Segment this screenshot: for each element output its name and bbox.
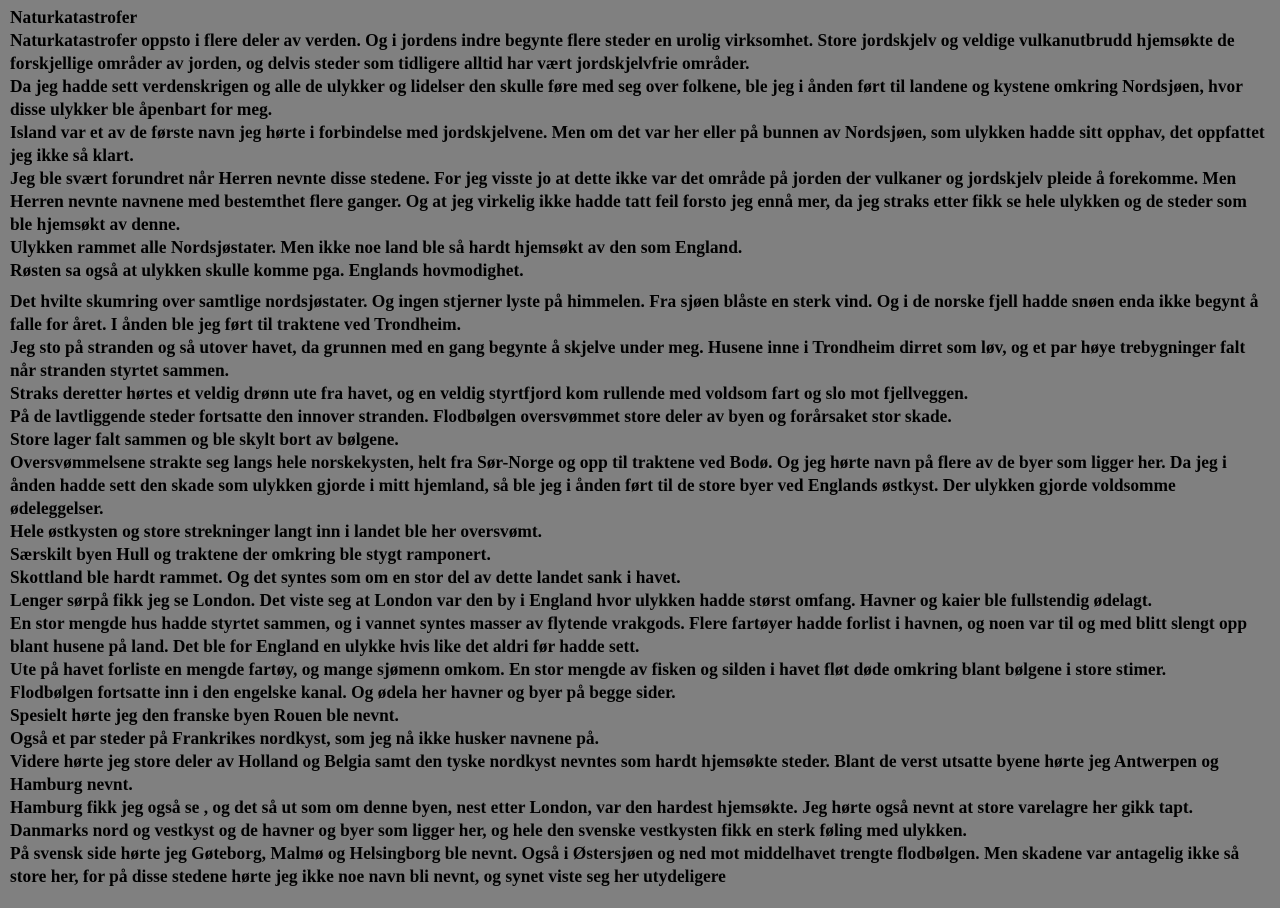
paragraph: Straks deretter hørtes et veldig drønn ute fra havet, og en veldig styrtfjord kom rullende med voldsom fart og slo mot fjellveggen. bbox=[10, 383, 969, 403]
paragraph: Videre hørte jeg store deler av Holland og Belgia samt den tyske nordkyst nevntes som hardt hjemsøkte steder. Blant de verst utsatte byene hørte jeg Antwerpen og Hamburg nevnt. bbox=[10, 751, 1219, 794]
paragraph: Hele østkysten og store strekninger langt inn i landet ble her oversvømt. bbox=[10, 521, 543, 541]
paragraph: Store lager falt sammen og ble skylt bort av bølgene. bbox=[10, 429, 399, 449]
paragraph: Jeg ble svært forundret når Herren nevnte disse stedene. For jeg visste jo at dette ikke var det område på jorden der vulkaner og jordskjelv pleide å forekomme. Men Herren nevnte navnene med bestemthet flere ganger. Og at jeg virkelig ikke hadde tatt feil forsto jeg ennå mer, da jeg straks etter fikk se hele ulykken og de steder som ble hjemsøkt av denne. bbox=[10, 168, 1247, 234]
paragraph: Også et par steder på Frankrikes nordkyst, som jeg nå ikke husker navnene på. bbox=[10, 728, 599, 748]
paragraph: Oversvømmelsene strakte seg langs hele norskekysten, helt fra Sør-Norge og opp til traktene ved Bodø. Og jeg hørte navn på flere av de byer som ligger her. Da jeg i ånden hadde sett den skade som ulykken gjorde i mitt hjemland, så ble jeg i ånden ført til de store byer ved Englands østkyst. Der ulykken gjorde voldsomme ødeleggelser. bbox=[10, 452, 1227, 518]
paragraph: Skottland ble hardt rammet. Og det syntes som om en stor del av dette landet sank i havet. bbox=[10, 567, 681, 587]
paragraph: Ute på havet forliste en mengde fartøy, og mange sjømenn omkom. En stor mengde av fisken og silden i havet fløt døde omkring blant bølgene i store stimer. bbox=[10, 659, 1167, 679]
paragraph: Island var et av de første navn jeg hørte i forbindelse med jordskjelvene. Men om det var her eller på bunnen av Nordsjøen, som ulykken hadde sitt opphav, det oppfattet jeg ikke så klart. bbox=[10, 122, 1265, 165]
section-divider bbox=[10, 282, 1270, 290]
paragraph: På svensk side hørte jeg Gøteborg, Malmø og Helsingborg ble nevnt. Også i Østersjøen og ned mot middelhavet trengte flodbølgen. Men skadene var antagelig ikke så store her, for på disse stedene hørte jeg ikke noe navn bli nevnt, og synet viste seg her utydeligere bbox=[10, 843, 1240, 886]
paragraph: Hamburg fikk jeg også se , og det så ut som om denne byen, nest etter London, var den hardest hjemsøkte. Jeg hørte også nevnt at store varelagre her gikk tapt. bbox=[10, 797, 1194, 817]
paragraph: Særskilt byen Hull og traktene der omkring ble stygt ramponert. bbox=[10, 544, 491, 564]
paragraph: Naturkatastrofer oppsto i flere deler av verden. Og i jordens indre begynte flere steder en urolig virksomhet. Store jordskjelv og veldige vulkanutbrudd hjemsøkte de forskjellige områder av jorden, og delvis steder som tidligere alltid har vært jordskjelvfrie områder. bbox=[10, 30, 1235, 73]
paragraph: Ulykken rammet alle Nordsjøstater. Men ikke noe land ble så hardt hjemsøkt av den som England. bbox=[10, 237, 743, 257]
paragraph: En stor mengde hus hadde styrtet sammen, og i vannet syntes masser av flytende vrakgods. Flere fartøyer hadde forlist i havnen, og noen var til og med blitt slengt opp blant husene på land. Det ble for England en ulykke hvis like det aldri før hadde sett. bbox=[10, 613, 1247, 656]
paragraph: På de lavtliggende steder fortsatte den innover stranden. Flodbølgen oversvømmet store deler av byen og forårsaket stor skade. bbox=[10, 406, 952, 426]
paragraph: Jeg sto på stranden og så utover havet, da grunnen med en gang begynte å skjelve under meg. Husene inne i Trondheim dirret som løv, og et par høye trebygninger falt når stranden styrtet sammen. bbox=[10, 337, 1246, 380]
paragraph: Da jeg hadde sett verdenskrigen og alle de ulykker og lidelser den skulle føre med seg over folkene, ble jeg i ånden ført til landene og kystene omkring Nordsjøen, hvor disse ulykker ble åpenbart for meg. bbox=[10, 76, 1243, 119]
paragraph: Det hvilte skumring over samtlige nordsjøstater. Og ingen stjerner lyste på himmelen. Fra sjøen blåste en sterk vind. Og i de norske fjell hadde snøen enda ikke begynt å falle for året. I ånden ble jeg ført til traktene ved Trondheim. bbox=[10, 291, 1259, 334]
paragraph: Røsten sa også at ulykken skulle komme pga. Englands hovmodighet. bbox=[10, 260, 524, 280]
paragraph: Danmarks nord og vestkyst og de havner og byer som ligger her, og hele den svenske vestkysten fikk en sterk føling med ulykken. bbox=[10, 820, 967, 840]
paragraph: Spesielt hørte jeg den franske byen Rouen ble nevnt. bbox=[10, 705, 399, 725]
paragraph: Flodbølgen fortsatte inn i den engelske kanal. Og ødela her havner og byer på begge sider. bbox=[10, 682, 676, 702]
document-title: Naturkatastrofer bbox=[10, 7, 138, 27]
paragraph: Lenger sørpå fikk jeg se London. Det viste seg at London var den by i England hvor ulykken hadde størst omfang. Havner og kaier ble fullstendig ødelagt. bbox=[10, 590, 1152, 610]
